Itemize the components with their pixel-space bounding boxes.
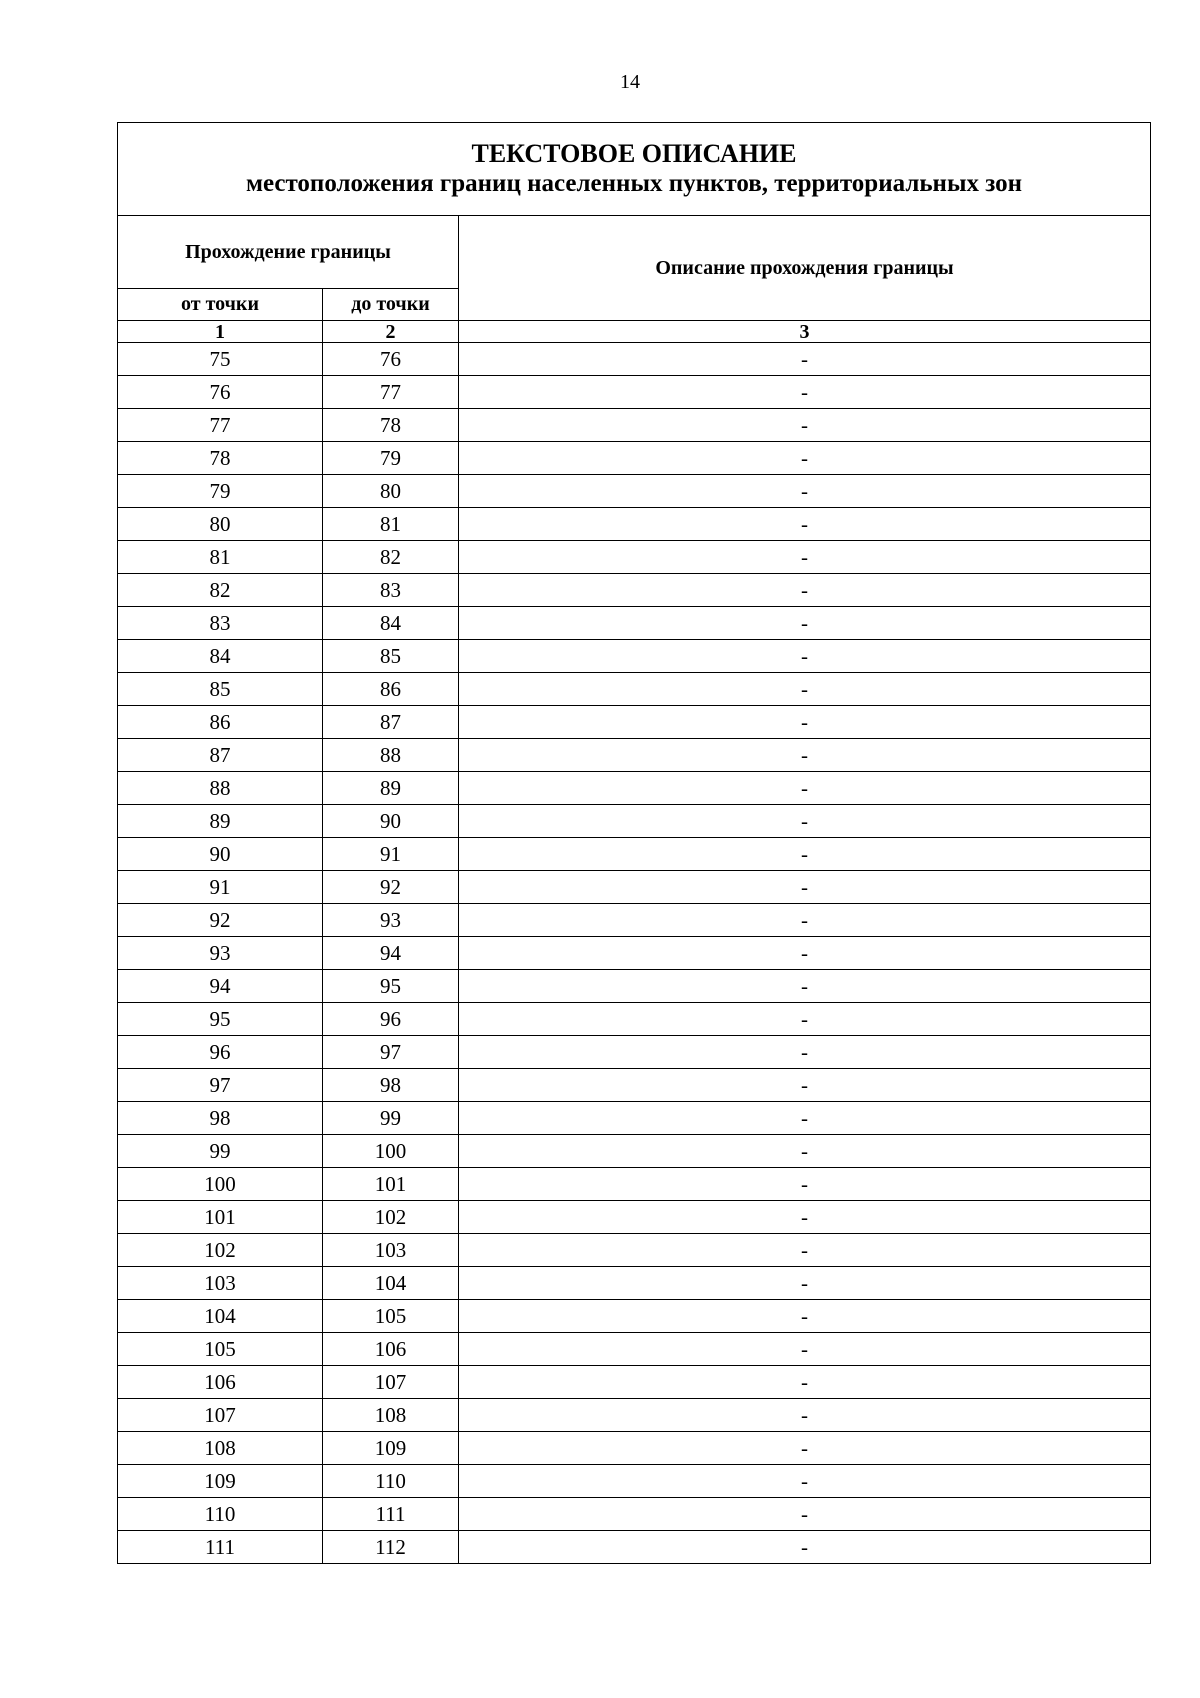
- table-row: [118, 1201, 1151, 1234]
- to-point-cell: 103: [323, 1234, 459, 1267]
- from-point-cell: 97: [118, 1069, 323, 1102]
- table-row: [118, 739, 1151, 772]
- description-cell: -: [459, 541, 1151, 574]
- column-number-2: 2: [323, 321, 459, 343]
- table-row: [118, 1267, 1151, 1300]
- description-cell: -: [459, 574, 1151, 607]
- to-point-cell: 107: [323, 1366, 459, 1399]
- from-point-cell: 101: [118, 1201, 323, 1234]
- description-cell: -: [459, 706, 1151, 739]
- from-point-cell: 104: [118, 1300, 323, 1333]
- table-row: [118, 1036, 1151, 1069]
- table-row: [118, 1333, 1151, 1366]
- table-row: [118, 1432, 1151, 1465]
- to-point-cell: 76: [323, 343, 459, 376]
- from-point-cell: 75: [118, 343, 323, 376]
- description-cell: -: [459, 1432, 1151, 1465]
- description-cell: -: [459, 937, 1151, 970]
- description-cell: -: [459, 1234, 1151, 1267]
- description-cell: -: [459, 673, 1151, 706]
- description-cell: -: [459, 904, 1151, 937]
- from-point-cell: 91: [118, 871, 323, 904]
- column-number-row: [118, 321, 1151, 343]
- table-row: [118, 1234, 1151, 1267]
- table-row: [118, 442, 1151, 475]
- table-row: [118, 475, 1151, 508]
- to-point-cell: 77: [323, 376, 459, 409]
- from-point-cell: 83: [118, 607, 323, 640]
- header-row: [118, 216, 1151, 289]
- to-point-cell: 92: [323, 871, 459, 904]
- to-point-cell: 87: [323, 706, 459, 739]
- table-row: [118, 541, 1151, 574]
- from-point-cell: 103: [118, 1267, 323, 1300]
- description-cell: -: [459, 376, 1151, 409]
- table-body: [118, 123, 1151, 1564]
- table-row: [118, 838, 1151, 871]
- description-cell: -: [459, 1003, 1151, 1036]
- description-cell: -: [459, 442, 1151, 475]
- from-point-cell: 92: [118, 904, 323, 937]
- from-point-cell: 106: [118, 1366, 323, 1399]
- table-row: [118, 1399, 1151, 1432]
- from-point-cell: 90: [118, 838, 323, 871]
- table-row: [118, 1069, 1151, 1102]
- header-description: Описание прохождения границы: [459, 216, 1151, 321]
- column-number-3: 3: [459, 321, 1151, 343]
- to-point-cell: 100: [323, 1135, 459, 1168]
- to-point-cell: 79: [323, 442, 459, 475]
- description-cell: -: [459, 1102, 1151, 1135]
- table-row: [118, 1168, 1151, 1201]
- table-row: [118, 970, 1151, 1003]
- to-point-cell: 86: [323, 673, 459, 706]
- column-number-1: 1: [118, 321, 323, 343]
- description-cell: -: [459, 1168, 1151, 1201]
- description-cell: -: [459, 970, 1151, 1003]
- description-cell: -: [459, 640, 1151, 673]
- description-cell: -: [459, 1267, 1151, 1300]
- description-cell: -: [459, 805, 1151, 838]
- to-point-cell: 98: [323, 1069, 459, 1102]
- from-point-cell: 89: [118, 805, 323, 838]
- description-cell: -: [459, 1300, 1151, 1333]
- table-row: [118, 409, 1151, 442]
- from-point-cell: 107: [118, 1399, 323, 1432]
- table-row: [118, 574, 1151, 607]
- table-row: [118, 673, 1151, 706]
- table-row: [118, 1135, 1151, 1168]
- to-point-cell: 82: [323, 541, 459, 574]
- from-point-cell: 108: [118, 1432, 323, 1465]
- table-row: [118, 937, 1151, 970]
- from-point-cell: 82: [118, 574, 323, 607]
- to-point-cell: 105: [323, 1300, 459, 1333]
- to-point-cell: 93: [323, 904, 459, 937]
- description-cell: -: [459, 409, 1151, 442]
- description-cell: -: [459, 1465, 1151, 1498]
- boundary-description-table: [117, 122, 1151, 1564]
- from-point-cell: 98: [118, 1102, 323, 1135]
- from-point-cell: 84: [118, 640, 323, 673]
- from-point-cell: 76: [118, 376, 323, 409]
- page-number: 14: [620, 71, 640, 93]
- from-point-cell: 111: [118, 1531, 323, 1564]
- table-row: [118, 805, 1151, 838]
- table-row: [118, 1531, 1151, 1564]
- table-row: [118, 1003, 1151, 1036]
- to-point-cell: 90: [323, 805, 459, 838]
- description-cell: -: [459, 1498, 1151, 1531]
- from-point-cell: 80: [118, 508, 323, 541]
- table-row: [118, 871, 1151, 904]
- from-point-cell: 105: [118, 1333, 323, 1366]
- table-title-sub: местоположения границ населенных пунктов, территориальных зон: [245, 170, 1023, 197]
- table-row: [118, 640, 1151, 673]
- from-point-cell: 86: [118, 706, 323, 739]
- to-point-cell: 109: [323, 1432, 459, 1465]
- description-cell: -: [459, 475, 1151, 508]
- to-point-cell: 94: [323, 937, 459, 970]
- from-point-cell: 99: [118, 1135, 323, 1168]
- to-point-cell: 106: [323, 1333, 459, 1366]
- to-point-cell: 84: [323, 607, 459, 640]
- to-point-cell: 108: [323, 1399, 459, 1432]
- description-cell: -: [459, 1069, 1151, 1102]
- to-point-cell: 110: [323, 1465, 459, 1498]
- table-title: [118, 123, 1151, 216]
- header-passage: Прохождение границы: [118, 216, 459, 289]
- table-row: [118, 1300, 1151, 1333]
- to-point-cell: 96: [323, 1003, 459, 1036]
- table-row: [118, 1465, 1151, 1498]
- table-row: [118, 376, 1151, 409]
- to-point-cell: 99: [323, 1102, 459, 1135]
- from-point-cell: 109: [118, 1465, 323, 1498]
- description-cell: -: [459, 1366, 1151, 1399]
- header-to-point: до точки: [323, 289, 459, 321]
- header-from-point: от точки: [118, 289, 323, 321]
- description-cell: -: [459, 1036, 1151, 1069]
- to-point-cell: 88: [323, 739, 459, 772]
- to-point-cell: 78: [323, 409, 459, 442]
- table-row: [118, 706, 1151, 739]
- description-cell: -: [459, 1333, 1151, 1366]
- table-row: [118, 607, 1151, 640]
- from-point-cell: 77: [118, 409, 323, 442]
- description-cell: -: [459, 772, 1151, 805]
- from-point-cell: 81: [118, 541, 323, 574]
- table-row: [118, 343, 1151, 376]
- table-row: [118, 508, 1151, 541]
- from-point-cell: 88: [118, 772, 323, 805]
- description-cell: -: [459, 838, 1151, 871]
- from-point-cell: 110: [118, 1498, 323, 1531]
- to-point-cell: 85: [323, 640, 459, 673]
- from-point-cell: 93: [118, 937, 323, 970]
- title-row: [118, 123, 1151, 216]
- table-row: [118, 1366, 1151, 1399]
- to-point-cell: 80: [323, 475, 459, 508]
- to-point-cell: 112: [323, 1531, 459, 1564]
- to-point-cell: 91: [323, 838, 459, 871]
- description-cell: -: [459, 1399, 1151, 1432]
- to-point-cell: 102: [323, 1201, 459, 1234]
- to-point-cell: 97: [323, 1036, 459, 1069]
- from-point-cell: 79: [118, 475, 323, 508]
- table-row: [118, 1498, 1151, 1531]
- description-cell: -: [459, 508, 1151, 541]
- to-point-cell: 81: [323, 508, 459, 541]
- description-cell: -: [459, 343, 1151, 376]
- description-cell: -: [459, 1201, 1151, 1234]
- description-cell: -: [459, 1135, 1151, 1168]
- to-point-cell: 95: [323, 970, 459, 1003]
- description-cell: -: [459, 739, 1151, 772]
- from-point-cell: 87: [118, 739, 323, 772]
- description-cell: -: [459, 607, 1151, 640]
- description-cell: -: [459, 1531, 1151, 1564]
- table-row: [118, 772, 1151, 805]
- from-point-cell: 78: [118, 442, 323, 475]
- from-point-cell: 100: [118, 1168, 323, 1201]
- description-cell: -: [459, 871, 1151, 904]
- from-point-cell: 85: [118, 673, 323, 706]
- to-point-cell: 111: [323, 1498, 459, 1531]
- to-point-cell: 101: [323, 1168, 459, 1201]
- from-point-cell: 94: [118, 970, 323, 1003]
- from-point-cell: 95: [118, 1003, 323, 1036]
- to-point-cell: 104: [323, 1267, 459, 1300]
- from-point-cell: 96: [118, 1036, 323, 1069]
- table-row: [118, 904, 1151, 937]
- from-point-cell: 102: [118, 1234, 323, 1267]
- to-point-cell: 89: [323, 772, 459, 805]
- to-point-cell: 83: [323, 574, 459, 607]
- table-title-main: ТЕКСТОВОЕ ОПИСАНИЕ: [471, 139, 797, 168]
- table-row: [118, 1102, 1151, 1135]
